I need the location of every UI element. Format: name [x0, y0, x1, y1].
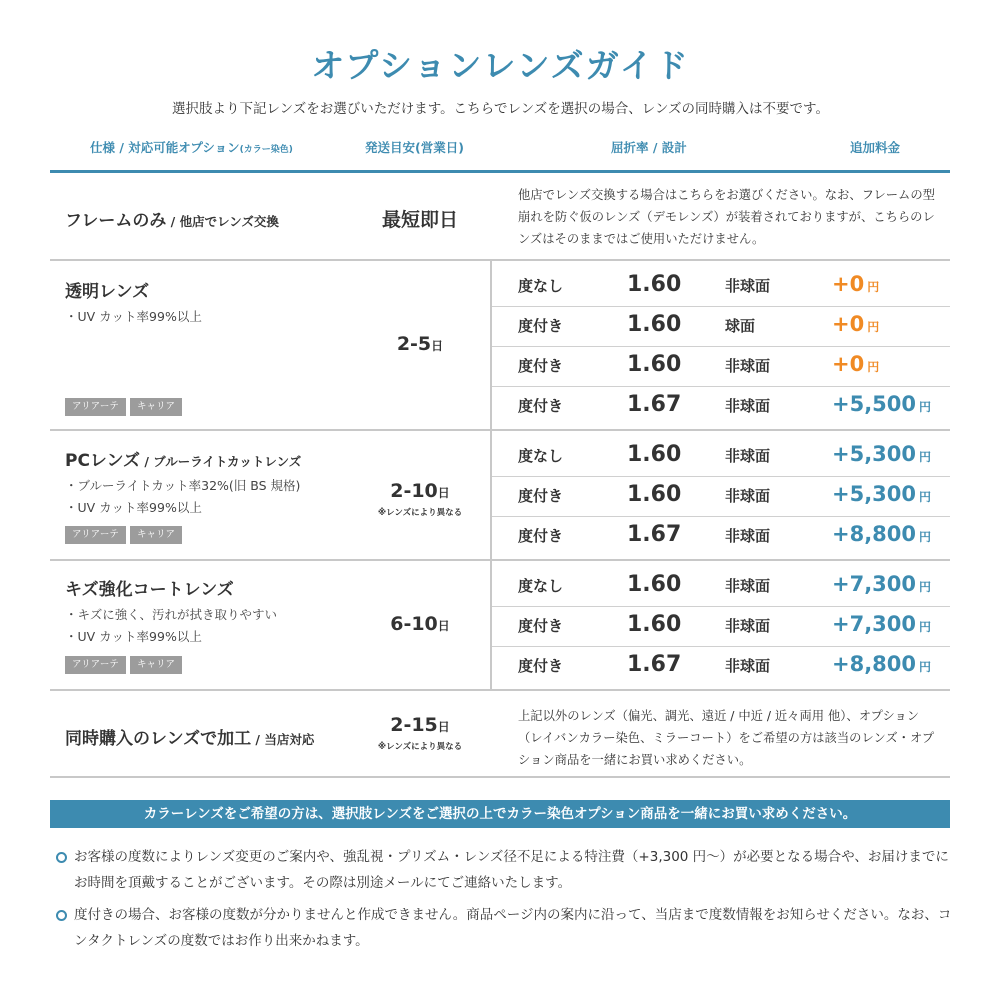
refractive-index: 1.67 — [627, 652, 682, 677]
col-header-spec: 仕様 / 対応可能オプション(カラー染色) — [90, 140, 293, 155]
process-description: 上記以外のレンズ（偏光、調光、遠近 / 中近 / 近々両用 他）、オプション（レイバンカラー染色、ミラーコート）をご希望の方は該当のレンズ・オプション商品を一緒にお買い求めください。 — [518, 709, 935, 767]
lens-design: 非球面 — [725, 447, 771, 465]
lens-option-row — [490, 346, 950, 386]
lens-option-row — [490, 266, 950, 306]
lens-option-row — [490, 566, 950, 606]
frame-only-days: 最短即日 — [381, 209, 458, 231]
bullet-ring-icon — [56, 852, 67, 863]
tag-career: キャリア — [130, 656, 182, 674]
lens-option-row — [490, 646, 950, 686]
lens-design: 非球面 — [725, 357, 771, 375]
scratch-lens-bullet: ・キズに強く、汚れが拭き取りやすい — [65, 607, 278, 622]
scratch-lens-days: 6-10日 — [390, 613, 450, 635]
lens-option-row — [490, 516, 950, 556]
additional-price: +0 円 — [832, 312, 880, 336]
scratch-lens-title: キズ強化コートレンズ — [65, 580, 234, 600]
footnote: 度付きの場合、お客様の度数が分かりませんと作成できません。商品ページ内の案内に沿って、当店まで度数情報をお知らせください。なお、コンタクトレンズの度数ではお作り出来かねます。 — [74, 907, 952, 949]
clear-lens-title: 透明レンズ — [65, 282, 150, 302]
column-divider — [490, 431, 492, 559]
clear-lens-days: 2-5日 — [396, 333, 444, 355]
col-header-index: 屈折率 / 設計 — [611, 140, 687, 155]
lens-design: 非球面 — [725, 397, 771, 415]
row-divider — [50, 259, 950, 261]
clear-lens-bullet: ・UV カット率99%以上 — [65, 309, 202, 324]
additional-price: +8,800 円 — [832, 522, 932, 546]
lens-option-row — [490, 386, 950, 426]
lens-design: 非球面 — [725, 577, 771, 595]
pc-lens-bullet: ・UV カット率99%以上 — [65, 500, 202, 515]
refractive-index: 1.60 — [627, 612, 682, 637]
degree-label: 度付き — [518, 397, 564, 415]
column-divider — [490, 561, 492, 689]
row-divider — [50, 559, 950, 561]
tag-ariate: アリアーテ — [65, 656, 126, 674]
lens-design: 非球面 — [725, 617, 771, 635]
lens-option-row — [490, 476, 950, 516]
refractive-index: 1.60 — [627, 352, 682, 377]
degree-label: 度付き — [518, 657, 564, 675]
additional-price: +5,500 円 — [832, 392, 932, 416]
bullet-ring-icon — [56, 910, 67, 921]
scratch-lens-bullet: ・UV カット率99%以上 — [65, 629, 202, 644]
row-divider — [50, 429, 950, 431]
lens-option-row — [490, 436, 950, 476]
additional-price: +7,300 円 — [832, 572, 932, 596]
process-days: 2-15日 — [390, 714, 450, 736]
lens-design: 非球面 — [725, 277, 771, 295]
degree-label: 度なし — [518, 447, 564, 465]
degree-label: 度付き — [518, 317, 564, 335]
col-header-ship: 発送目安(営業日) — [365, 140, 464, 155]
pc-lens-days-note: ※レンズにより異なる — [377, 508, 463, 518]
column-divider — [490, 259, 492, 429]
degree-label: 度付き — [518, 487, 564, 505]
tag-career: キャリア — [130, 398, 182, 416]
lens-design: 非球面 — [725, 487, 771, 505]
refractive-index: 1.67 — [627, 392, 682, 417]
degree-label: 度なし — [518, 277, 564, 295]
pc-lens-bullet: ・ブルーライトカット率32%(旧 BS 規格) — [65, 478, 301, 493]
refractive-index: 1.60 — [627, 442, 682, 467]
page-title: オプションレンズガイド — [311, 46, 690, 85]
additional-price: +5,300 円 — [832, 442, 932, 466]
degree-label: 度なし — [518, 577, 564, 595]
table-bottom-rule — [50, 776, 950, 778]
frame-only-description: 他店でレンズ交換する場合はこちらをお選びください。なお、フレームの型崩れを防ぐ仮のレンズ（デモレンズ）が装着されておりますが、こちらのレンズはそのままではご使用いただけません。 — [518, 188, 935, 246]
refractive-index: 1.60 — [627, 572, 682, 597]
refractive-index: 1.60 — [627, 312, 682, 337]
tag-career: キャリア — [130, 526, 182, 544]
process-title: 同時購入のレンズで加工 / 当店対応 — [65, 729, 315, 749]
refractive-index: 1.60 — [627, 272, 682, 297]
additional-price: +5,300 円 — [832, 482, 932, 506]
table-top-rule — [50, 170, 950, 173]
additional-price: +7,300 円 — [832, 612, 932, 636]
refractive-index: 1.67 — [627, 522, 682, 547]
pc-lens-days: 2-10日 — [390, 480, 450, 502]
additional-price: +0 円 — [832, 352, 880, 376]
refractive-index: 1.60 — [627, 482, 682, 507]
additional-price: +8,800 円 — [832, 652, 932, 676]
lens-design: 球面 — [725, 317, 756, 335]
lens-design: 非球面 — [725, 527, 771, 545]
footnote: お客様の度数によりレンズ変更のご案内や、強乱視・プリズム・レンズ径不足による特注費（+3,300 円〜）が必要となる場合や、お届けまでにお時間を頂戴することがございます。その際は別途メールにてご連絡いたします。 — [74, 849, 949, 891]
lens-option-row — [490, 306, 950, 346]
col-header-price: 追加料金 — [850, 140, 901, 155]
lens-design: 非球面 — [725, 657, 771, 675]
pc-lens-title: PCレンズ / ブルーライトカットレンズ — [65, 451, 302, 471]
page-subtitle: 選択肢より下記レンズをお選びいただけます。こちらでレンズを選択の場合、レンズの同時購入は不要です。 — [172, 101, 829, 117]
degree-label: 度付き — [518, 357, 564, 375]
lens-option-row — [490, 606, 950, 646]
color-lens-banner: カラーレンズをご希望の方は、選択肢レンズをご選択の上でカラー染色オプション商品を一緒にお買い求めください。 — [50, 800, 950, 828]
degree-label: 度付き — [518, 527, 564, 545]
degree-label: 度付き — [518, 617, 564, 635]
frame-only-title: フレームのみ / 他店でレンズ交換 — [65, 211, 279, 231]
additional-price: +0 円 — [832, 272, 880, 296]
tag-ariate: アリアーテ — [65, 526, 126, 544]
row-divider — [50, 689, 950, 691]
process-days-note: ※レンズにより異なる — [377, 742, 463, 752]
tag-ariate: アリアーテ — [65, 398, 126, 416]
